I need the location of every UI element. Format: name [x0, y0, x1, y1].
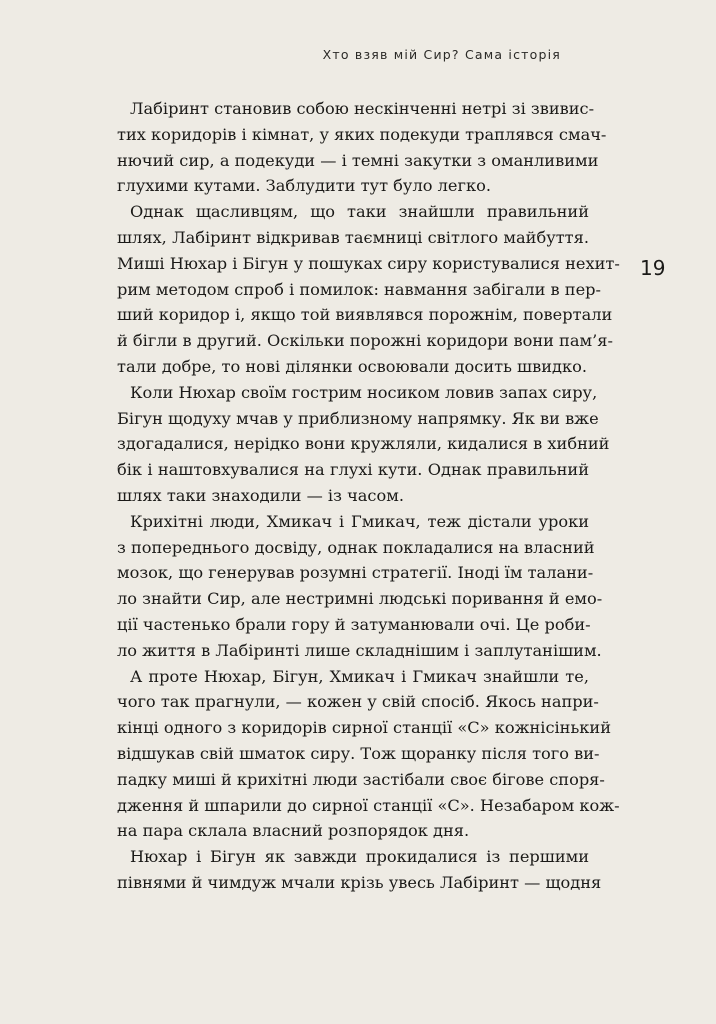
page-number: 19 — [640, 256, 666, 280]
running-head: Хто взяв мій Сир? Сама історія — [322, 47, 561, 62]
text-line: шлях таки знаходили — із часом. — [117, 485, 404, 505]
text-line: бік і наштовхувалися на глухі кути. Однак правильний — [117, 460, 589, 480]
paragraph — [117, 380, 610, 509]
text-line: на пара склала власний розпорядок дня. — [117, 821, 470, 841]
text-line: Лабіринт становив собою нескінченні нетрі зі звивис- — [130, 99, 595, 118]
text-line: кінці одного з коридорів сирної станції «С» кожнісінький — [117, 718, 611, 738]
text-line: нючий сир, а подекуди — і темні закутки з оманливими — [117, 150, 599, 170]
body-text — [117, 96, 620, 896]
paragraph — [117, 664, 620, 845]
text-line: ції частенько брали гору й затуманювали очі. Це роби- — [117, 614, 591, 634]
paragraph — [117, 96, 607, 199]
text-line: ло знайти Сир, але нестримні людські поривання й емо- — [117, 589, 603, 609]
text-line: ший коридор і, якщо той виявлявся порожнім, повертали — [117, 305, 613, 325]
text-line: тали добре, то нові ділянки освоювали досить швидко. — [117, 356, 587, 376]
text-line: дження й шпарили до сирної станції «С». Незабаром кож- — [117, 795, 620, 815]
text-line: Бігун щодуху мчав у приблизному напрямку. Як ви вже — [117, 408, 599, 428]
text-line: Однак щасливцям, що таки знайшли правильний — [130, 202, 589, 222]
text-line: здогадалися, нерідко вони кружляли, кидалися в хибний — [117, 434, 610, 454]
text-line: Нюхар і Бігун як завжди прокидалися із першими — [130, 847, 589, 867]
paragraph — [117, 509, 603, 664]
text-line: глухими кутами. Заблудити тут було легко. — [117, 176, 491, 196]
text-line: падку миші й крихітні люди застібали своє бігове споря- — [117, 769, 605, 789]
text-line: півнями й чимдуж мчали крізь увесь Лабіринт — щодня — [117, 872, 602, 892]
text-line: ло життя в Лабіринті лише складнішим і заплутанішим. — [117, 640, 602, 660]
text-line: Коли Нюхар своїм гострим носиком ловив запах сиру, — [130, 382, 598, 402]
text-line: шлях, Лабіринт відкривав таємниці світлого майбуття. — [117, 227, 589, 247]
text-line: мозок, що генерував розумні стратегії. Іноді їм талани- — [117, 563, 594, 583]
text-line: тих коридорів і кімнат, у яких подекуди траплявся смач- — [117, 124, 607, 144]
text-line: з попереднього досвіду, однак покладалися на власний — [117, 537, 595, 557]
text-line: Крихітні люди, Хмикач і Гмикач, теж дістали уроки — [130, 511, 589, 531]
text-line: відшукав свій шматок сиру. Тож щоранку після того ви- — [117, 743, 600, 763]
paragraph — [117, 844, 602, 896]
text-line: А проте Нюхар, Бігун, Хмикач і Гмикач знайшли те, — [130, 666, 589, 686]
text-line: й бігли в другий. Оскільки порожні коридори вони пам’я- — [117, 331, 613, 351]
text-line: чого так прагнули, — кожен у свій спосіб. Якось напри- — [117, 692, 599, 712]
text-line: Миші Нюхар і Бігун у пошуках сиру користувалися нехит- — [117, 253, 620, 273]
text-line: рим методом спроб і помилок: навмання забігали в пер- — [117, 279, 601, 299]
paragraph — [117, 199, 620, 380]
